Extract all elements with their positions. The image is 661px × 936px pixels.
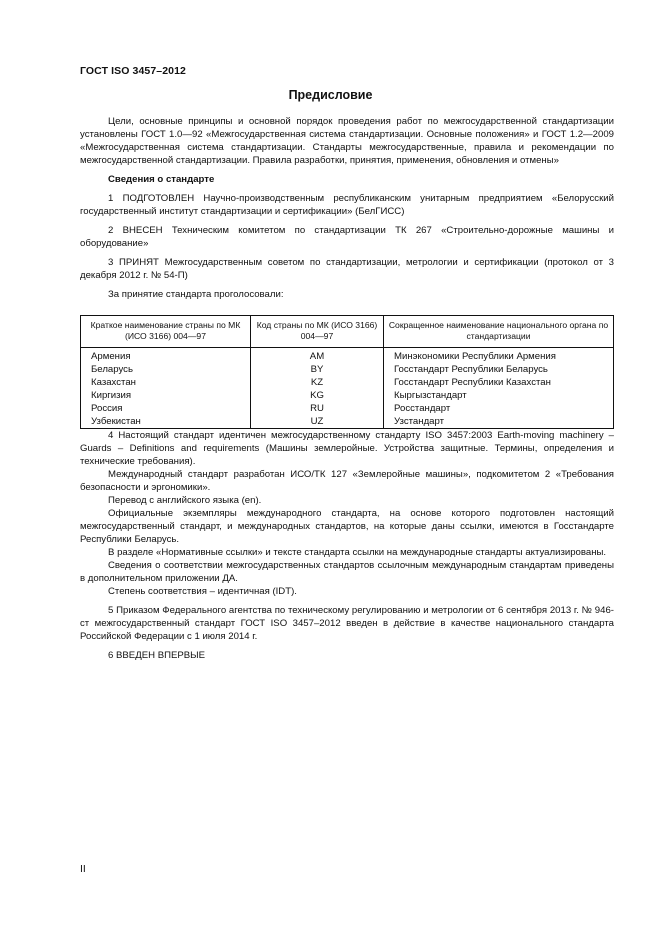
- item-2: 2 ВНЕСЕН Техническим комитетом по стандартизации ТК 267 «Строительно-дорожные машины и оборудование»: [80, 225, 614, 249]
- foreword-body: [80, 115, 614, 662]
- degree-paragraph: Степень соответствия – идентичная (IDT).: [108, 586, 297, 597]
- intro-paragraph: Цели, основные принципы и основной порядок проведения работ по межгосударственной стандартизации установлены ГОСТ 1.0—92 «Межгосударственная система стандартизации. Основные положения» и ГОСТ 1.2—2009 «Межгосударственная система стандартизации. Стандарты межгосударственные, правила и рекомендации по межгосударственной стандартизации. Правила разработки, принятия, применения, обновления и отмены»: [80, 116, 614, 166]
- code-cell: RU: [251, 402, 384, 415]
- item-4: 4 Настоящий стандарт идентичен межгосударственному стандарту ISO 3457:2003 Earth-moving machinery – Guards – Definitions and requirements (Машины землеройные. Устройства защитные. Термины, определения и технические требования).: [80, 430, 614, 467]
- table-row: [81, 415, 614, 429]
- code-cell: KG: [251, 389, 384, 402]
- references-paragraph: В разделе «Нормативные ссылки» и тексте стандарта ссылки на международные стандарты актуализированы.: [108, 547, 607, 558]
- international-standard-paragraph: Международный стандарт разработан ИСО/ТК 127 «Землеройные машины», подкомитетом 2 «Требования безопасности и эргономики».: [80, 469, 614, 493]
- page-title: Предисловие: [288, 88, 373, 102]
- code-cell: BY: [251, 363, 384, 376]
- item-5: 5 Приказом Федерального агентства по техническому регулированию и метрологии от 6 сентября 2013 г. № 946-ст межгосударственный стандарт ГОСТ ISO 3457–2012 введен в действие в качестве национального стандарта Российской Федерации с 1 июля 2014 г.: [80, 605, 614, 642]
- item-6: 6 ВВЕДЕН ВПЕРВЫЕ: [108, 650, 206, 661]
- body-cell: Узстандарт: [384, 415, 614, 429]
- country-cell: Беларусь: [81, 363, 251, 376]
- item-1: 1 ПОДГОТОВЛЕН Научно-производственным республиканским унитарным предприятием «Белорусский государственный институт стандартизации и сертификации» (БелГИСС): [80, 193, 614, 217]
- country-cell: Узбекистан: [81, 415, 251, 429]
- code-cell: KZ: [251, 376, 384, 389]
- header-code: Код страны по МК (ИСО 3166) 004—97: [251, 316, 384, 348]
- table-row: [81, 389, 614, 402]
- body-cell: Госстандарт Республики Казахстан: [384, 376, 614, 389]
- voting-table: [80, 315, 614, 429]
- body-cell: Госстандарт Республики Беларусь: [384, 363, 614, 376]
- document-code: ГОСТ ISO 3457–2012: [80, 65, 186, 77]
- country-cell: Киргизия: [81, 389, 251, 402]
- official-copies-paragraph: Официальные экземпляры международного стандарта, на основе которого подготовлен настоящий межгосударственный стандарт, и международных стандартов, на которые даны ссылки, имеются в Госстандарте Республики Беларусь.: [80, 508, 614, 545]
- page-number: II: [80, 863, 86, 875]
- body-cell: Минэкономики Республики Армения: [384, 348, 614, 364]
- voting-table-wrapper: [80, 315, 614, 429]
- country-cell: Казахстан: [81, 376, 251, 389]
- body-cell: Росстандарт: [384, 402, 614, 415]
- vote-line: За принятие стандарта проголосовали:: [108, 289, 284, 300]
- country-cell: Россия: [81, 402, 251, 415]
- table-row: [81, 376, 614, 389]
- translation-paragraph: Перевод с английского языка (en).: [108, 495, 262, 506]
- country-cell: Армения: [81, 348, 251, 364]
- table-row: [81, 348, 614, 364]
- table-row: [81, 363, 614, 376]
- table-row: [81, 402, 614, 415]
- item-3: 3 ПРИНЯТ Межгосударственным советом по стандартизации, метрологии и сертификации (протокол от 3 декабря 2012 г. № 54-П): [80, 257, 614, 281]
- table-header-row: [81, 316, 614, 348]
- code-cell: UZ: [251, 415, 384, 429]
- header-country: Краткое наименование страны по МК (ИСО 3166) 004—97: [81, 316, 251, 348]
- info-heading: Сведения о стандарте: [108, 174, 215, 185]
- body-cell: Кыргызстандарт: [384, 389, 614, 402]
- header-body: Сокращенное наименование национального органа по стандартизации: [384, 316, 614, 348]
- code-cell: AM: [251, 348, 384, 364]
- compliance-paragraph: Сведения о соответствии межгосударственных стандартов ссылочным международным стандартам приведены в дополнительном приложении ДА.: [80, 560, 614, 584]
